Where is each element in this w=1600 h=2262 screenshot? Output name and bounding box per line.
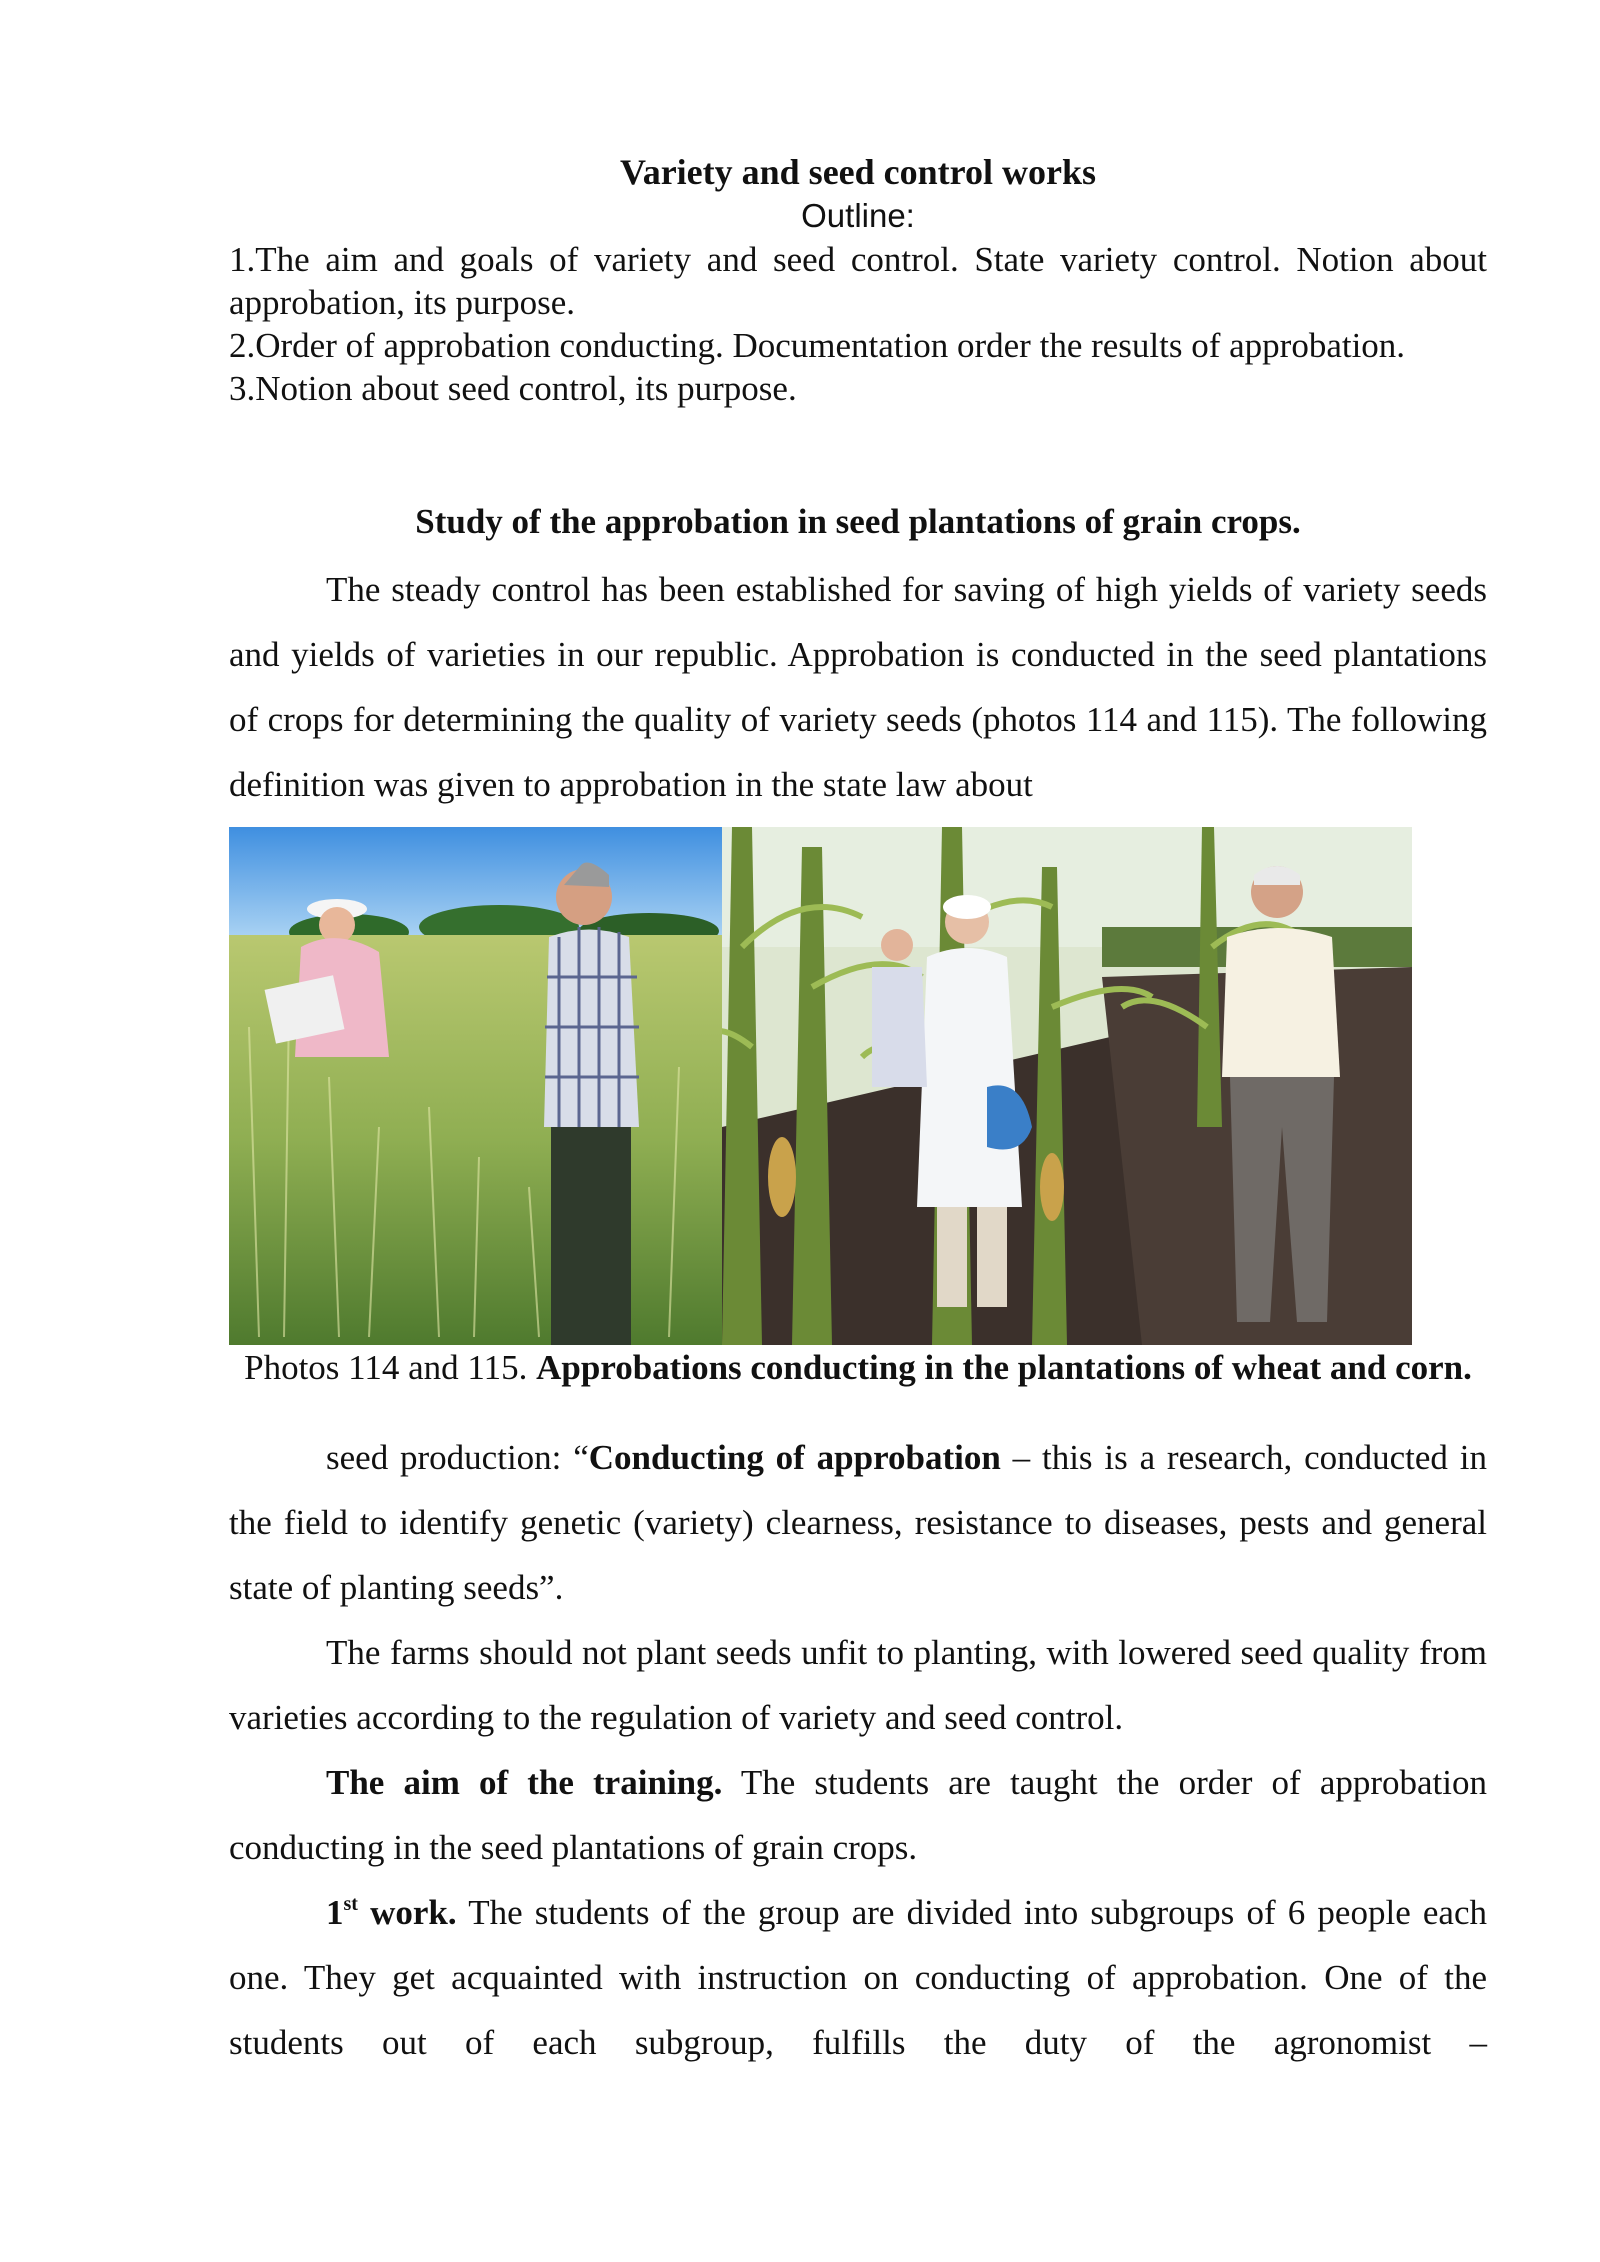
work-number: 1 [326, 1893, 344, 1932]
farms-paragraph: The farms should not plant seeds unfit to planting, with lowered seed quality from varieties according to the regulation of variety and seed control. [229, 1633, 1487, 1737]
caption-bold: Approbations conducting in the plantations of wheat and corn. [536, 1348, 1472, 1387]
work-sup: st [343, 1893, 358, 1915]
outline-label: Outline: [801, 197, 915, 234]
photo-caption [229, 1346, 1487, 1390]
corn-field-photo [722, 827, 1412, 1345]
aim-paragraph [229, 1750, 1487, 1880]
wheat-field-photo [229, 827, 722, 1345]
definition-paragraph [229, 1425, 1487, 1620]
aim-text: The students are taught the order of approbation conducting in the seed plantations of grain crops. [229, 1763, 1487, 1867]
aim-label: The aim of the training. [326, 1763, 723, 1802]
work-paragraph [229, 1880, 1487, 2075]
definition-rest: – this is a research, conducted in the field to identify genetic (variety) clearness, resistance to diseases, pests and general state of planting seeds”. [229, 1438, 1487, 1607]
work-label [326, 1893, 457, 1932]
outline-item-1: 1.The aim and goals of variety and seed control. State variety control. Notion about approbation, its purpose. [229, 240, 1487, 322]
outline-item-2: 2.Order of approbation conducting. Documentation order the results of approbation. [229, 326, 1406, 365]
body-block [229, 1425, 1487, 2075]
intro-paragraph: The steady control has been established for saving of high yields of variety seeds and yields of varieties in our republic. Approbation is conducted in the seed plantations of crops for determining the quality of variety seeds (photos 114 and 115). The following definition was given to approbation in the state law about [229, 570, 1487, 804]
outline-item-3: 3.Notion about seed control, its purpose. [229, 369, 797, 408]
section-heading: Study of the approbation in seed plantations of grain crops. [415, 502, 1301, 541]
definition-start: seed production: “ [326, 1438, 589, 1477]
document-title: Variety and seed control works [620, 152, 1096, 192]
photo-pair [229, 827, 1412, 1345]
intro-paragraph-block [229, 557, 1487, 817]
definition-term: Conducting of approbation [588, 1438, 1001, 1477]
work-label-text: work. [357, 1893, 457, 1932]
outline-list [229, 238, 1487, 410]
caption-prefix: Photos 114 and 115. [244, 1348, 537, 1387]
work-text: The students of the group are divided into subgroups of 6 people each one. They get acquainted with instruction on conducting of approbation. One of the students out of each subgroup, fulfills the duty of the agronomist – [229, 1893, 1487, 2062]
